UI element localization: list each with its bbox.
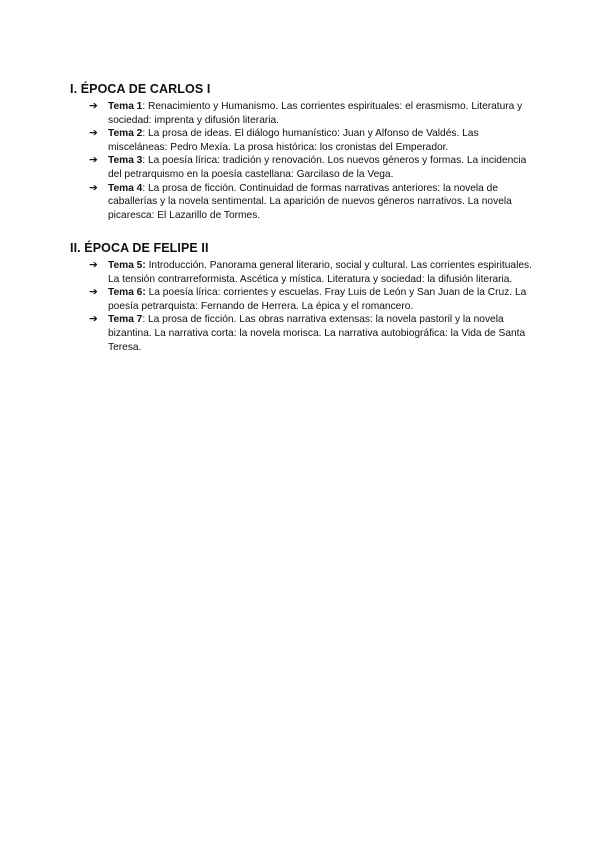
section-carlos-i: [70, 81, 540, 222]
section-felipe-ii: [70, 240, 540, 354]
topic-item: [70, 182, 540, 223]
topic-item: [70, 259, 540, 286]
topic-text: Introducción. Panorama general literario, social y cultural. Las corrientes espirituales. La tensión contrarreformista. Ascética y mística. Literatura y sociedad: la difusión literaria.: [108, 260, 532, 285]
arrow-right-icon: ➔: [89, 127, 98, 140]
arrow-right-icon: ➔: [89, 286, 98, 299]
arrow-right-icon: ➔: [89, 154, 98, 167]
arrow-right-icon: ➔: [89, 259, 98, 271]
section-title: I. ÉPOCA DE CARLOS I: [70, 82, 211, 96]
topic-item: [70, 127, 540, 154]
topic-text: : La prosa de ficción. Continuidad de formas narrativas anteriores: la novela de caballerías y la novela sentimental. La aparición de nuevos géneros narrativos. La novela picaresca: El Lazarillo de Tormes.: [108, 182, 512, 221]
topic-item: [70, 286, 540, 313]
topic-label: Tema 5:: [108, 260, 146, 271]
arrow-right-icon: ➔: [89, 100, 98, 112]
topic-label: Tema 7: [108, 314, 143, 326]
arrow-right-icon: ➔: [89, 181, 98, 194]
topic-label: Tema 2: [108, 128, 143, 140]
topic-list: [70, 100, 540, 222]
topic-label: Tema 1: [108, 101, 143, 112]
topic-label: Tema 4: [108, 182, 143, 194]
topic-text: : La prosa de ficción. Las obras narrativa extensas: la novela pastoril y la novela bizantina. La narrativa corta: la novela morisca. La narrativa autobiográfica: la Vida de Santa Teresa.: [108, 314, 526, 353]
topic-text: La poesía lírica: corrientes y escuelas. Fray Luis de León y San Juan de la Cruz. La poesía petrarquista: Fernando de Herrera. La épica y el romancero.: [108, 287, 527, 312]
topic-item: [70, 154, 540, 181]
topic-item: [70, 313, 540, 354]
topic-label: Tema 3: [108, 155, 143, 167]
topic-text: : La prosa de ideas. El diálogo humanístico: Juan y Alfonso de Valdés. Las misceláneas: Pedro Mexía. La prosa histórica: los cronistas del Emperador.: [108, 128, 479, 153]
topic-text: : La poesía lírica: tradición y renovación. Los nuevos géneros y formas. La incidencia del petrarquismo en la poesía castellana: Garcilaso de la Vega.: [108, 155, 527, 180]
topic-list: [70, 259, 540, 354]
arrow-right-icon: ➔: [89, 313, 98, 326]
topic-text: : Renacimiento y Humanismo. Las corrientes espirituales: el erasmismo. Literatura y sociedad: imprenta y difusión literaria.: [108, 101, 523, 126]
topic-item: [70, 100, 540, 127]
section-title: II. ÉPOCA DE FELIPE II: [70, 241, 209, 255]
topic-label: Tema 6:: [108, 287, 146, 299]
